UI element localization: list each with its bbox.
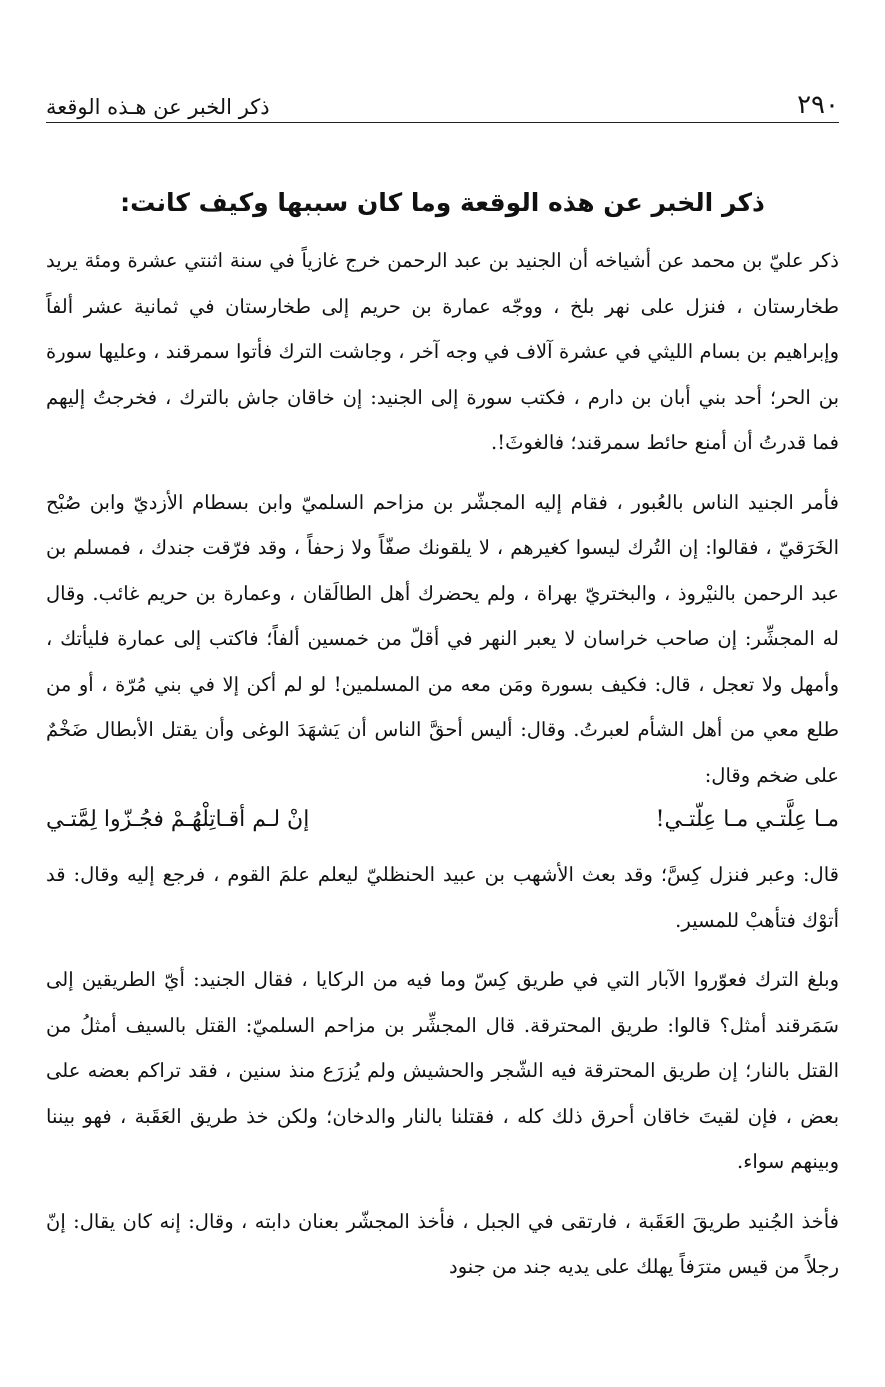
verse-second-hemistich: إنْ لـم أقـاتِلْهُـمْ فجُـزّوا لِمَّتـي	[46, 807, 310, 832]
paragraph: فأمر الجنيد الناس بالعُبور ، فقام إليه المجشّر بن مزاحم السلميّ وابن بسطام الأزديّ وابن صُبْح الخَرَقيّ ، فقالوا: إن التُرك ليسوا كغيرهم ، لا يلقونك صفّاً ولا زحفاً ، وقد فرّقت جندك ، فمسلم بن عبد الرحمن بالنيْروذ ، والبختريّ بهراة ، ولم يحضرك أهل الطالَقان ، وعمارة بن حريم غائب. وقال له المجشِّر: إن صاحب خراسان لا يعبر النهر في أقلّ من خمسين ألفاً؛ فاكتب إلى عمارة فليأتك ، وأمهل ولا تعجل ، قال: فكيف بسورة ومَن معه من المسلمين! لو لم أكن إلا في بني مُرّة ، أو من طلع معي من أهل الشأم لعبرتُ. وقال: أليس أحقَّ الناس أن يَشهَدَ الوغى وأن يقتل الأبطال ضَخْمٌ على ضخم وقال:	[46, 490, 839, 787]
body-text	[46, 238, 839, 1304]
page-number: ٢٩٠	[797, 90, 839, 120]
poetry-verse	[46, 798, 839, 842]
paragraph: ذكر عليّ بن محمد عن أشياخه أن الجنيد بن عبد الرحمن خرج غازياً في سنة اثنتي عشرة ومئة يريد طخارستان ، فنزل على نهر بلخ ، ووجّه عمارة بن حريم إلى طخارستان في ثمانية عشر ألفاً وإبراهيم بن بسام الليثي في عشرة آلاف في وجه آخر ، وجاشت الترك فأتوا سمرقند ، وعليها سورة بن الحر؛ أحد بني أبان بن دارم ، فكتب سورة إلى الجنيد: إن خاقان جاش بالترك ، فخرجتُ إليهم فما قدرتُ أن أمنع حائط سمرقند؛ فالغوثَ!.	[46, 249, 839, 454]
running-header	[46, 86, 839, 123]
running-title: ذكر الخبر عن هـذه الوقعة	[46, 95, 270, 119]
section-heading: ذكر الخبر عن هذه الوقعة وما كان سببها وكيف كانت:	[120, 188, 765, 217]
paragraph: وبلغ الترك فعوّروا الآبار التي في طريق كِسّ وما فيه من الركايا ، فقال الجنيد: أيّ الطريقين إلى سَمَرقند أمثل؟ قالوا: طريق المحترقة. قال المجشِّر بن مزاحم السلميّ: القتل بالسيف أمثلُ من القتل بالنار؛ إن طريق المحترقة فيه الشّجر والحشيش ولم يُزرَع منذ سنين ، فقد تراكم بعضه على بعض ، فإن لقيتَ خاقان أحرق ذلك كله ، فقتلنا بالنار والدخان؛ ولكن خذ طريق العَقَبة ، فهو بيننا وبينهم سواء.	[46, 968, 839, 1173]
book-page	[46, 0, 839, 1387]
paragraph: قال: وعبر فنزل كِسَّ؛ وقد بعث الأشهب بن عبيد الحنظليّ ليعلم علمَ القوم ، فرجع إليه وقال: قد أتوْك فتأهبْ للمسير.	[46, 863, 839, 932]
verse-first-hemistich: مـا عِلَّتـي مـا عِلّتـي!	[655, 807, 839, 832]
paragraph: فأخذ الجُنيد طريقَ العَقَبة ، فارتقى في الجبل ، فأخذ المجشّر بعنان دابته ، وقال: إنه كان يقال: إنّ رجلاً من قيس مترَفاً يهلك على يديه جند من جنود	[46, 1209, 839, 1278]
